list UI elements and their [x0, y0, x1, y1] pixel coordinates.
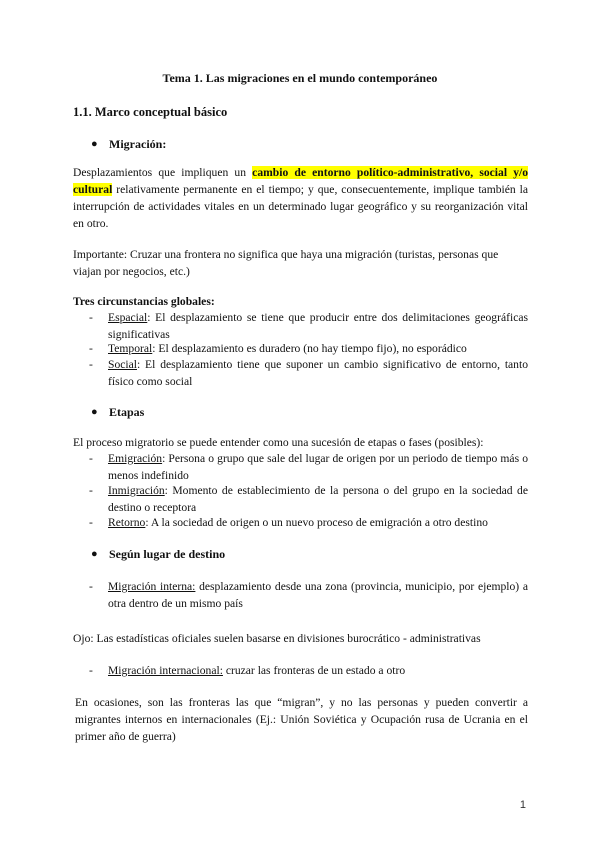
heading-text: Migración: [109, 137, 167, 151]
list-item-body [108, 340, 528, 357]
list-term: Temporal [108, 342, 153, 355]
dash-marker: - [89, 516, 93, 529]
list-term: Retorno [108, 516, 146, 529]
list-item-body [108, 662, 528, 679]
bullet-icon: ● [91, 138, 98, 150]
list-item-body [108, 482, 528, 516]
list-text: cruzar las fronteras de un estado a otro [222, 664, 406, 677]
text-span: relativamente permanente en el tiempo; y que, consecuentemente, implique también la interrupción de actividades vitales en un determinado lugar geográfico y su reorganización vital en otro. [73, 183, 528, 230]
list-text: : El desplazamiento es duradero (no hay tiempo fijo), no esporádico [152, 342, 467, 355]
list-item [89, 356, 528, 390]
list-item [89, 309, 528, 343]
list-item [89, 450, 528, 484]
dash-marker: - [89, 342, 93, 355]
paragraph-etapas-intro: El proceso migratorio se puede entender como una sucesión de etapas o fases (posibles): [73, 436, 484, 449]
heading-text: Según lugar de destino [109, 547, 226, 561]
list-item-body [108, 309, 528, 343]
list-term: Social [108, 358, 137, 371]
list-term: Espacial [108, 311, 148, 324]
paragraph-importante: Importante: Cruzar una frontera no significa que haya una migración (turistas, personas que viajan por negocios, etc.) [73, 248, 499, 278]
dash-marker: - [89, 358, 93, 371]
highlighted-text: cambio de entorno político-administrativo, social y/o cultural [73, 166, 529, 196]
list-text: : Momento de establecimiento de la persona o del grupo en la sociedad de destino o receptora [108, 484, 528, 514]
dash-marker: - [89, 664, 93, 677]
text-span: Desplazamientos que impliquen un [73, 166, 253, 179]
paragraph-final: En ocasiones, son las fronteras las que “migran”, y no las personas y pueden convertir a migrantes internos en internacionales (Ej.: Unión Soviética y Ocupación rusa de Ucrania en el primer año de guerra) [75, 696, 528, 743]
list-item-body [108, 514, 528, 531]
bullet-icon: ● [91, 548, 98, 560]
paragraph-definition [73, 164, 528, 232]
list-text: : El desplazamiento tiene que suponer un cambio significativo de entorno, tanto físico como social [108, 358, 528, 388]
dash-marker: - [89, 484, 93, 497]
list-text: : El desplazamiento se tiene que producir entre dos delimitaciones geográficas significativas [108, 311, 528, 341]
list-item [89, 340, 528, 357]
list-item-body [108, 578, 528, 612]
section-heading: 1.1. Marco conceptual básico [73, 105, 228, 119]
list-item [89, 482, 528, 516]
list-item-body [108, 450, 528, 484]
list-item [89, 578, 528, 612]
heading-text: Etapas [109, 405, 145, 419]
paragraph-ojo: Ojo: Las estadísticas oficiales suelen basarse en divisiones burocrático - administrativas [73, 632, 481, 645]
list-text: : A la sociedad de origen o un nuevo proceso de emigración a otro destino [145, 516, 488, 529]
list-term: Inmigración [108, 484, 165, 497]
dash-marker: - [89, 452, 93, 465]
list-text: : Persona o grupo que sale del lugar de origen por un periodo de tiempo más o menos indefinido [108, 452, 528, 482]
document-title: Tema 1. Las migraciones en el mundo contemporáneo [162, 71, 438, 85]
bullet-icon: ● [91, 406, 98, 418]
list-item [89, 514, 528, 531]
list-term: Emigración [108, 452, 163, 465]
list-term: Migración internacional: [108, 664, 223, 677]
list-term: Migración interna: [108, 580, 196, 593]
subheading-tres-circunstancias: Tres circunstancias globales: [73, 295, 215, 308]
list-item-body [108, 356, 528, 390]
dash-marker: - [89, 311, 93, 324]
list-item [89, 662, 528, 679]
dash-marker: - [89, 580, 93, 593]
list-text: desplazamiento desde una zona (provincia, municipio, por ejemplo) a otra dentro de un mismo país [108, 580, 529, 610]
page-number: 1 [519, 799, 526, 811]
